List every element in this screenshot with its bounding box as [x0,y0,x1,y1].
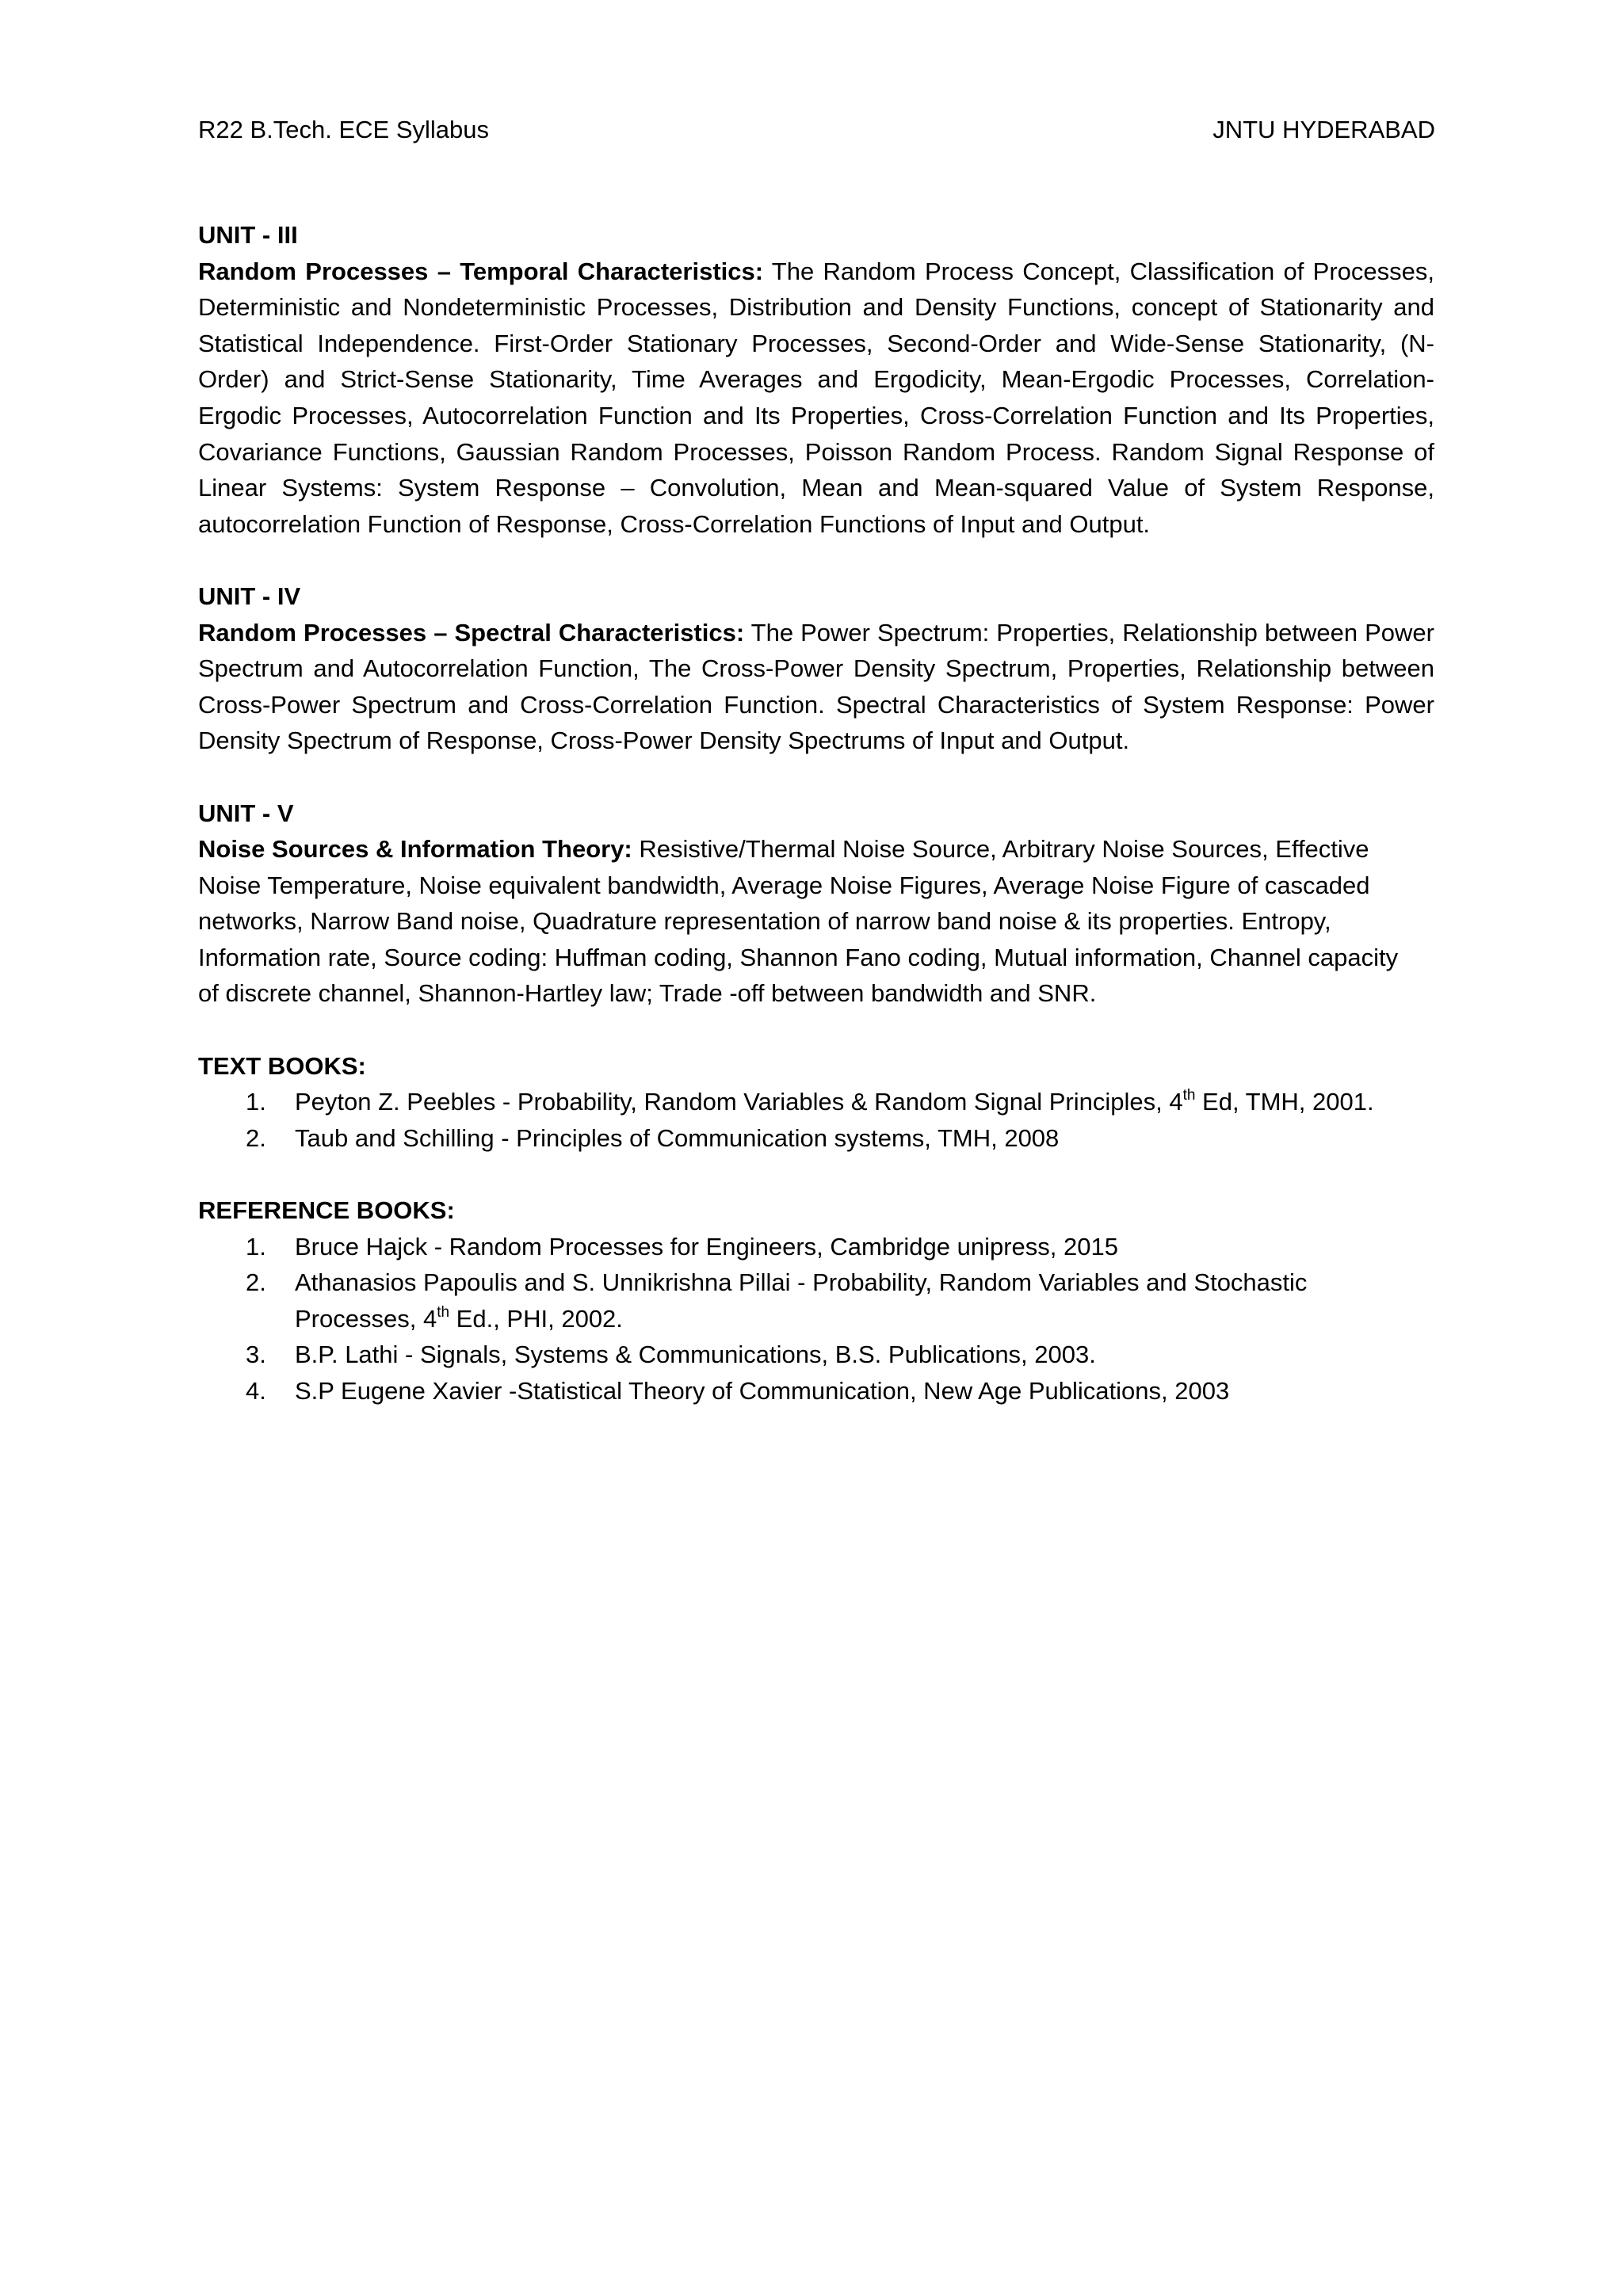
list-item-text: S.P Eugene Xavier -Statistical Theory of Communication, New Age Publications, 2003 [295,1377,1230,1405]
unit-description [198,254,1434,543]
unit-heading: UNIT - IV [198,582,301,610]
unit-description [198,615,1434,759]
superscript: th [1182,1087,1196,1104]
list-item-number: 4. [246,1377,266,1405]
unit-section [198,795,1434,1013]
list-item-number: 1. [246,1232,266,1261]
header-course-title: R22 B.Tech. ECE Syllabus [198,116,490,143]
text-books-heading: TEXT BOOKS: [198,1051,366,1080]
syllabus-content [198,217,1434,1409]
list-item-number: 2. [246,1268,266,1297]
list-item-number: 1. [246,1088,266,1116]
unit-description [198,831,1411,1012]
unit-body: The Power Spectrum: Properties, Relationship between Power Spectrum and Autocorrelation Function, The Cross-Power Density Spectrum, Properties, Relationship between Cross-Power Spectrum and Cross-Correlation Function. Spectral Characteristics of System Response: Power Density Spectrum of Response, Cross-Power Density Spectrums of Input and Output. [198,618,1434,755]
text-books-list [198,1084,1434,1156]
unit-section [198,578,1434,759]
list-item-text: Bruce Hajck - Random Processes for Engineers, Cambridge unipress, 2015 [295,1232,1118,1261]
unit-heading: UNIT - V [198,799,294,827]
list-item-text: Taub and Schilling - Principles of Communication systems, TMH, 2008 [295,1123,1060,1152]
list-item-text-cont: Ed., PHI, 2002. [449,1304,623,1333]
list-item [198,1084,1434,1120]
list-item [198,1337,1434,1373]
list-item-text: B.P. Lathi - Signals, Systems & Communications, B.S. Publications, 2003. [295,1341,1096,1369]
page-header [198,116,1435,151]
text-books-section [198,1048,1434,1157]
unit-topic: Noise Sources & Information Theory: [198,835,632,864]
reference-books-list [198,1229,1434,1409]
unit-heading: UNIT - III [198,221,298,249]
list-item-number: 2. [246,1123,266,1152]
header-university: JNTU HYDERABAD [1212,116,1435,143]
list-item [198,1120,1434,1157]
unit-section [198,217,1434,542]
unit-body: Resistive/Thermal Noise Source, Arbitrary Noise Sources, Effective Noise Temperature, Noise equivalent bandwidth, Average Noise Figures, Average Noise Figure of cascaded networks, Narrow Band noise, Quadrature representation of narrow band noise & its properties. Entropy, Information rate, Source coding: Huffman coding, Shannon Fano coding, Mutual information, Channel capacity of discrete channel, Shannon-Hartley law; Trade -off between bandwidth and SNR. [198,835,1399,1008]
superscript: th [437,1303,450,1321]
unit-body: The Random Process Concept, Classification of Processes, Deterministic and Nondeterministic Processes, Distribution and Density Functions, concept of Stationarity and Statistical Independence. First-Order Stationary Processes, Second-Order and Wide-Sense Stationarity, (N-Order) and Strict-Sense Stationarity, Time Averages and Ergodicity, Mean-Ergodic Processes, Correlation-Ergodic Processes, Autocorrelation Function and Its Properties, Cross-Correlation Function and Its Properties, Covariance Functions, Gaussian Random Processes, Poisson Random Process. Random Signal Response of Linear Systems: System Response – Convolution, Mean and Mean-squared Value of System Response, autocorrelation Function of Response, Cross-Correlation Functions of Input and Output. [198,257,1434,538]
unit-topic: Random Processes – Spectral Characteristics: [198,618,745,646]
list-item-number: 3. [246,1341,266,1369]
list-item [198,1373,1434,1409]
list-item [198,1229,1434,1265]
list-item [198,1264,1434,1337]
reference-books-section [198,1192,1434,1409]
list-item-text: Athanasios Papoulis and S. Unnikrishna Pillai - Probability, Random Variables and Stochastic Processes, 4 [295,1268,1308,1333]
list-item-text-cont: Ed, TMH, 2001. [1195,1088,1374,1116]
reference-books-heading: REFERENCE BOOKS: [198,1196,455,1225]
unit-topic: Random Processes – Temporal Characteristics: [198,257,764,285]
list-item-text: Peyton Z. Peebles - Probability, Random Variables & Random Signal Principles, 4 [295,1088,1183,1116]
